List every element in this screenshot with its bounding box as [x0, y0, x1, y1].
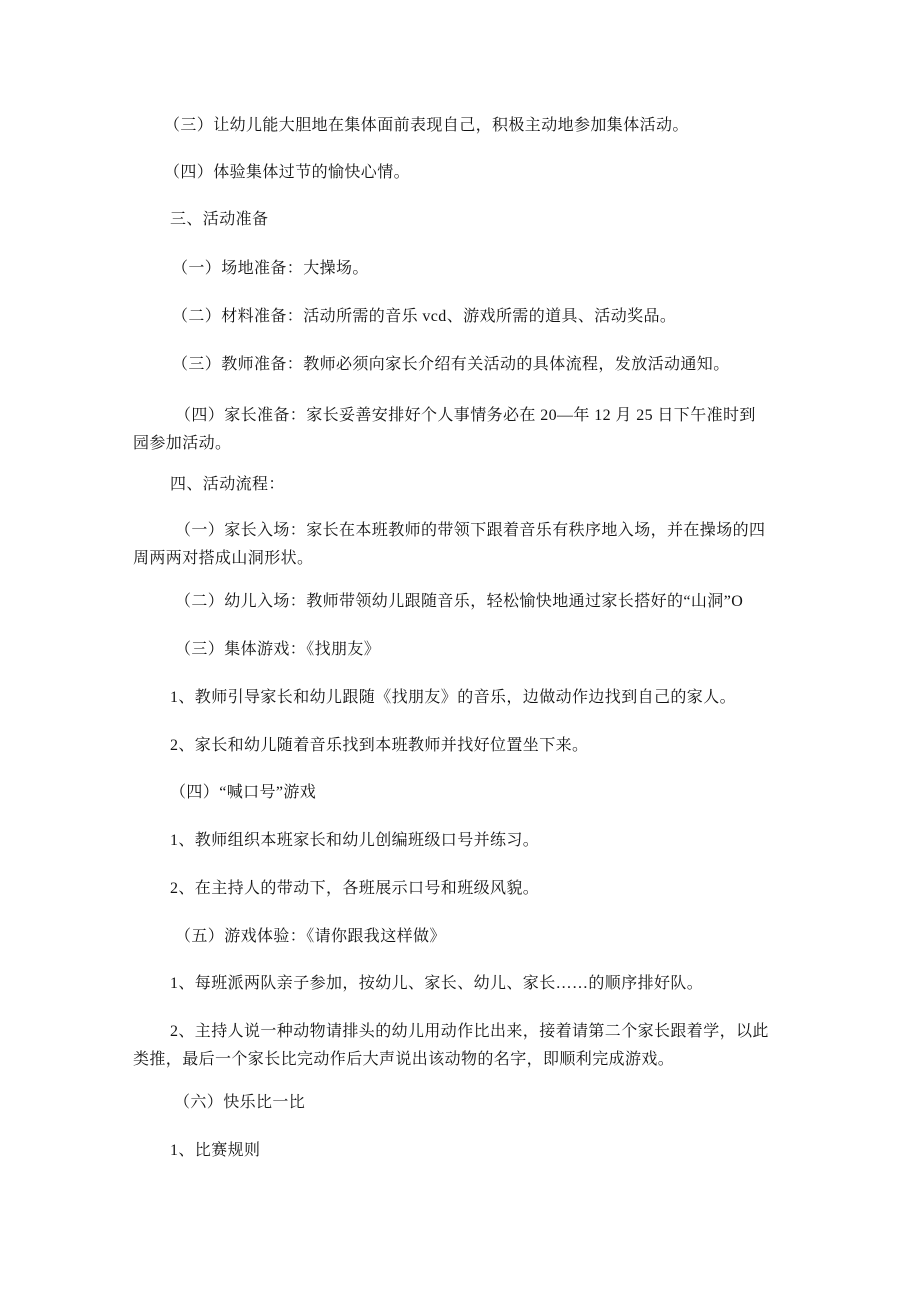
- objective-4: （四）体验集体过节的愉快心情。: [164, 164, 411, 181]
- competition-heading: （六）快乐比一比: [174, 1094, 306, 1111]
- objective-3: （三）让幼儿能大胆地在集体面前表现自己，积极主动地参加集体活动。: [164, 117, 689, 134]
- slogan-game-heading: （四）“喊口号”游戏: [170, 784, 317, 801]
- process-group-game-heading: （三）集体游戏：《找朋友》: [175, 641, 381, 658]
- prep-parents-line-2: 园参加活动。: [133, 435, 232, 452]
- process-children-entry: （二）幼儿入场：教师带领幼儿跟随音乐，轻松愉快地通过家长搭好的“山洞”O: [175, 593, 744, 610]
- follow-me-game-step-2-line-1: 2、主持人说一种动物请排头的幼儿用动作比出来，接着请第二个家长跟着学，以此: [170, 1023, 769, 1040]
- group-game-step-2: 2、家长和幼儿随着音乐找到本班教师并找好位置坐下来。: [170, 737, 589, 754]
- prep-materials: （二）材料准备：活动所需的音乐 vcd、游戏所需的道具、活动奖品。: [172, 308, 677, 325]
- follow-me-game-heading: （五）游戏体验：《请你跟我这样做》: [175, 928, 446, 945]
- section-heading-preparation: 三、活动准备: [170, 211, 269, 228]
- slogan-game-step-2: 2、在主持人的带动下，各班展示口号和班级风貌。: [170, 880, 540, 897]
- prep-teachers: （三）教师准备：教师必须向家长介绍有关活动的具体流程，发放活动通知。: [172, 356, 730, 373]
- group-game-step-1: 1、教师引导家长和幼儿跟随《找朋友》的音乐，边做动作边找到自己的家人。: [170, 689, 737, 706]
- process-parents-entry: [133, 517, 765, 573]
- follow-me-game-step-1: 1、每班派两队亲子参加，按幼儿、家长、幼儿、家长……的顺序排好队。: [170, 975, 704, 992]
- follow-me-game-step-2-line-2: 类推，最后一个家长比完动作后大声说出该动物的名字，即顺利完成游戏。: [133, 1051, 675, 1068]
- prep-parents-line-1: （四）家长准备：家长妥善安排好个人事情务必在 20—年 12 月 25 日下午准时到: [175, 407, 756, 424]
- process-parents-entry-line-1: （一）家长入场：家长在本班教师的带领下跟着音乐有秩序地入场，并在操场的四: [175, 522, 766, 539]
- competition-rules: 1、比赛规则: [170, 1142, 261, 1159]
- slogan-game-step-1: 1、教师组织本班家长和幼儿创编班级口号并练习。: [170, 832, 540, 849]
- follow-me-game-step-2: [133, 1018, 769, 1074]
- process-parents-entry-line-2: 周两两对搭成山洞形状。: [133, 550, 314, 567]
- section-heading-process: 四、活动流程：: [170, 476, 285, 493]
- prep-venue: （一）场地准备：大操场。: [172, 260, 369, 277]
- prep-parents: [133, 402, 756, 458]
